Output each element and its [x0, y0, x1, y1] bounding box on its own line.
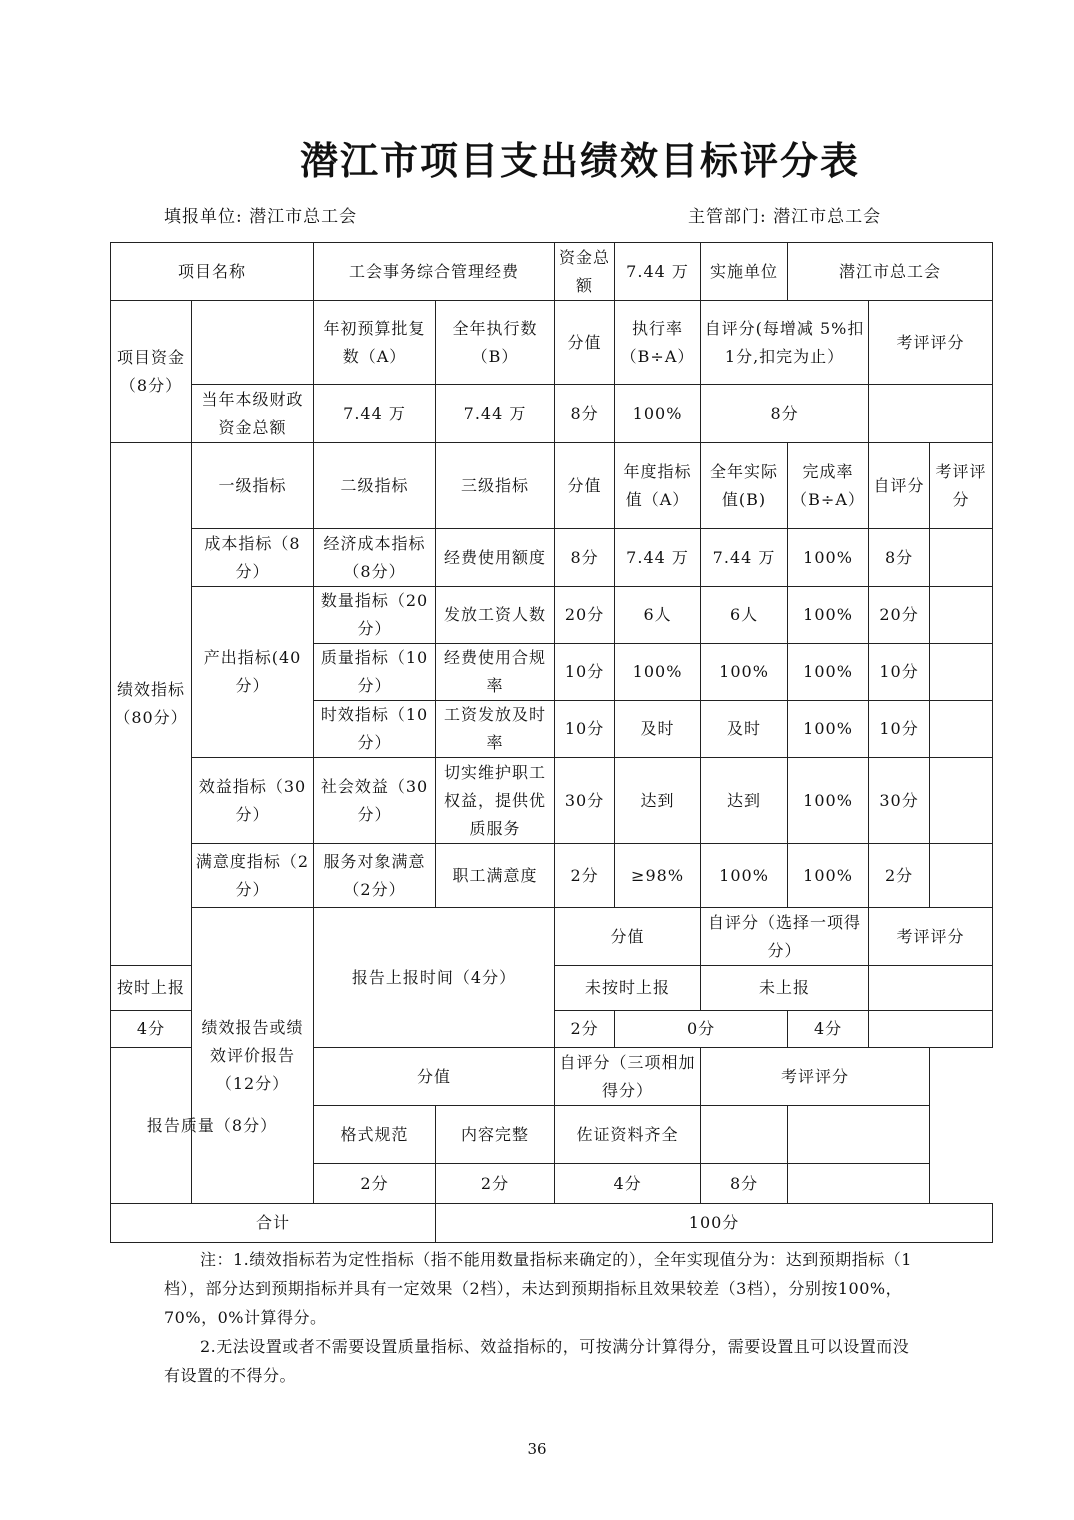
col-self-eval: 自评分(每增减 5%扣1分,扣完为止）: [701, 301, 869, 385]
funds-self: 8分: [701, 385, 869, 443]
perf-target: ≥98%: [615, 844, 701, 908]
fill-unit: 填报单位: 潜江市总工会: [164, 207, 358, 227]
col-review: 考评评分: [869, 301, 993, 385]
table-row: [111, 844, 993, 908]
perf-review: [930, 701, 993, 758]
col-exec-rate: 执行率（B÷A）: [615, 301, 701, 385]
perf-actual: 达到: [701, 758, 788, 844]
page-title: 潜江市项目支出绩效目标评分表: [299, 139, 860, 183]
perf-completion: 100%: [788, 758, 869, 844]
perf-score: 30分: [555, 758, 615, 844]
perf-l3: 切实维护职工权益，提供优质服务: [436, 758, 555, 844]
total-label: 合计: [111, 1204, 436, 1243]
page-number: 36: [527, 1440, 547, 1458]
perf-l3: 经费使用额度: [436, 529, 555, 587]
project-name: 工会事务综合管理经费: [314, 243, 555, 301]
report-time-option: 未按时上报: [555, 966, 701, 1011]
perf-l2: 质量指标（10分）: [314, 644, 436, 701]
perf-completion: 100%: [788, 529, 869, 587]
supervising-dept: 主管部门: 潜江市总工会: [688, 207, 882, 227]
note-1: 注：1.绩效指标若为定性指标（指不能用数量指标来确定的），全年实现值分为：达到预期指标（1档），部分达到预期指标并具有一定效果（2档），未达到预期指标且效果较差（3档），分别按100%，70%，0%计算得分。: [164, 1250, 912, 1327]
perf-h-review: 考评评分: [930, 443, 993, 529]
evaluation-table: [110, 242, 993, 1243]
report-time-option-score: 0分: [615, 1011, 788, 1048]
perf-review: [930, 758, 993, 844]
perf-target: 达到: [615, 758, 701, 844]
perf-l1: 满意度指标（2分）: [192, 844, 314, 908]
report-quality-score-label: 分值: [314, 1048, 555, 1106]
report-quality-review-label: 考评评分: [701, 1048, 930, 1106]
perf-review: [930, 587, 993, 644]
report-quality-option: 内容完整: [436, 1106, 555, 1164]
funds-exec: 7.44 万: [436, 385, 555, 443]
perf-l3: 经费使用合规率: [436, 644, 555, 701]
report-time-option: 未上报: [701, 966, 869, 1011]
perf-self: 8分: [869, 529, 930, 587]
funds-section-label: 项目资金（8分）: [111, 301, 192, 443]
report-quality-option-score: 4分: [555, 1164, 701, 1204]
report-quality-option: 佐证资料齐全: [555, 1106, 701, 1164]
perf-l1: 产出指标(40分）: [192, 587, 314, 758]
perf-actual: 及时: [701, 701, 788, 758]
funds-review: [869, 385, 993, 443]
report-time-score-label: 分值: [555, 908, 701, 966]
empty-cell: [788, 1106, 930, 1164]
perf-completion: 100%: [788, 644, 869, 701]
total-row: [111, 1204, 993, 1243]
report-time-option-score: 2分: [555, 1011, 615, 1048]
funds-row-label: 当年本级财政资金总额: [192, 385, 314, 443]
report-quality-self-score: 8分: [701, 1164, 788, 1204]
perf-completion: 100%: [788, 587, 869, 644]
perf-l2: 社会效益（30分）: [314, 758, 436, 844]
funds-rate: 100%: [615, 385, 701, 443]
empty-cell: [869, 966, 993, 1011]
report-time-review-label: 考评评分: [869, 908, 993, 966]
funds-header-row: [111, 301, 993, 385]
empty-cell: [192, 301, 314, 385]
perf-l2: 经济成本指标（8分）: [314, 529, 436, 587]
perf-target: 及时: [615, 701, 701, 758]
report-time-option: 按时上报: [111, 966, 192, 1011]
funds-score: 8分: [555, 385, 615, 443]
report-time-header-row: [111, 908, 993, 966]
perf-l3: 工资发放及时率: [436, 701, 555, 758]
report-section-label: 绩效报告或绩效评价报告（12分）: [192, 908, 314, 1204]
perf-h-level2: 二级指标: [314, 443, 436, 529]
perf-h-actual: 全年实际值(B): [701, 443, 788, 529]
perf-l2: 服务对象满意（2分）: [314, 844, 436, 908]
table-row: [111, 529, 993, 587]
perf-section-label: 绩效指标（80分）: [111, 443, 192, 966]
empty-cell: [869, 1011, 993, 1048]
col-annual-exec: 全年执行数（B）: [436, 301, 555, 385]
total-funds-label: 资金总额: [555, 243, 615, 301]
empty-cell: [788, 1164, 930, 1204]
report-quality-option-score: 2分: [436, 1164, 555, 1204]
perf-self: 30分: [869, 758, 930, 844]
perf-actual: 7.44 万: [701, 529, 788, 587]
perf-l3: 职工满意度: [436, 844, 555, 908]
perf-self: 10分: [869, 701, 930, 758]
notes: [164, 1245, 924, 1390]
report-time-self-label: 自评分（选择一项得分）: [701, 908, 869, 966]
perf-actual: 100%: [701, 644, 788, 701]
perf-completion: 100%: [788, 701, 869, 758]
perf-review: [930, 844, 993, 908]
report-time-self-score: 4分: [788, 1011, 869, 1048]
col-score-value: 分值: [555, 301, 615, 385]
perf-score: 2分: [555, 844, 615, 908]
perf-self: 2分: [869, 844, 930, 908]
perf-h-target: 年度指标值（A）: [615, 443, 701, 529]
total-value: 100分: [436, 1204, 993, 1243]
perf-target: 6人: [615, 587, 701, 644]
empty-cell: [701, 1106, 788, 1164]
perf-target: 100%: [615, 644, 701, 701]
perf-h-completion: 完成率（B÷A）: [788, 443, 869, 529]
perf-l3: 发放工资人数: [436, 587, 555, 644]
perf-actual: 100%: [701, 844, 788, 908]
perf-l1: 成本指标（8分）: [192, 529, 314, 587]
table-row: [111, 587, 993, 644]
report-time-label: 报告上报时间（4分）: [314, 908, 555, 1048]
table-row: [111, 758, 993, 844]
report-quality-label: 报告质量（8分）: [111, 1048, 314, 1204]
perf-score: 8分: [555, 529, 615, 587]
perf-review: [930, 529, 993, 587]
perf-l1: 效益指标（30分）: [192, 758, 314, 844]
perf-h-self: 自评分: [869, 443, 930, 529]
funds-data-row: [111, 385, 993, 443]
perf-target: 7.44 万: [615, 529, 701, 587]
perf-score: 10分: [555, 701, 615, 758]
perf-self: 10分: [869, 644, 930, 701]
total-funds: 7.44 万: [615, 243, 701, 301]
perf-self: 20分: [869, 587, 930, 644]
perf-actual: 6人: [701, 587, 788, 644]
project-name-label: 项目名称: [111, 243, 314, 301]
perf-score: 10分: [555, 644, 615, 701]
note-2: 2.无法设置或者不需要设置质量指标、效益指标的，可按满分计算得分，需要设置且可以设置而没有设置的不得分。: [164, 1337, 910, 1385]
perf-l2: 数量指标（20分）: [314, 587, 436, 644]
perf-review: [930, 644, 993, 701]
impl-unit: 潜江市总工会: [788, 243, 993, 301]
report-time-option-score: 4分: [111, 1011, 192, 1048]
perf-score: 20分: [555, 587, 615, 644]
col-initial-budget: 年初预算批复数（A）: [314, 301, 436, 385]
perf-header-row: [111, 443, 993, 529]
impl-unit-label: 实施单位: [701, 243, 788, 301]
funds-initial: 7.44 万: [314, 385, 436, 443]
report-quality-self-label: 自评分（三项相加得分）: [555, 1048, 701, 1106]
perf-h-level3: 三级指标: [436, 443, 555, 529]
project-info-row: [111, 243, 993, 301]
perf-h-level1: 一级指标: [192, 443, 314, 529]
perf-completion: 100%: [788, 844, 869, 908]
report-quality-option: 格式规范: [314, 1106, 436, 1164]
perf-l2: 时效指标（10分）: [314, 701, 436, 758]
perf-h-score: 分值: [555, 443, 615, 529]
report-quality-option-score: 2分: [314, 1164, 436, 1204]
